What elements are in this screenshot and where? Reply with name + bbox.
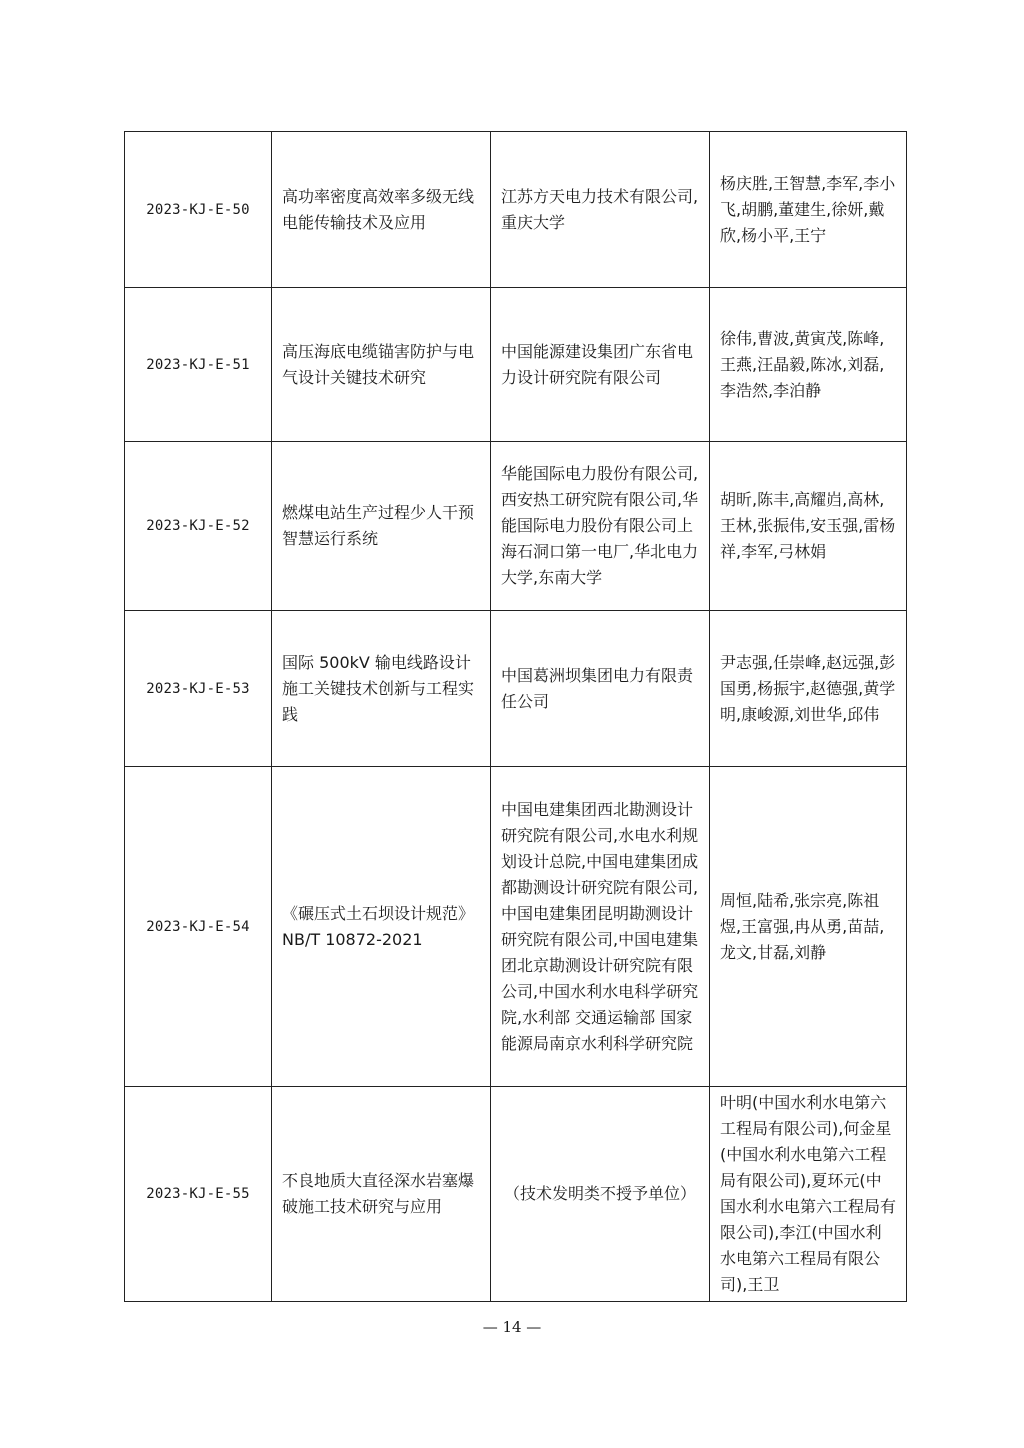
- completing-people: 叶明(中国水利水电第六工程局有限公司),何金星(中国水利水电第六工程局有限公司),夏环元(中国水利水电第六工程局有限公司),李江(中国水利水电第六工程局有限公司),王卫: [710, 1087, 907, 1302]
- project-name: 高压海底电缆锚害防护与电气设计关键技术研究: [272, 288, 491, 442]
- completing-people: 杨庆胜,王智慧,李军,李小飞,胡鹏,董建生,徐妍,戴欣,杨小平,王宁: [710, 132, 907, 288]
- completing-units: （技术发明类不授予单位）: [491, 1087, 710, 1302]
- table-row: [125, 132, 907, 288]
- page-number: — 14 —: [482, 1318, 542, 1336]
- completing-units: 中国葛洲坝集团电力有限责任公司: [491, 611, 710, 767]
- table-row: [125, 767, 907, 1087]
- completing-units: 中国电建集团西北勘测设计研究院有限公司,水电水利规划设计总院,中国电建集团成都勘测设计研究院有限公司,中国电建集团昆明勘测设计研究院有限公司,中国电建集团北京勘测设计研究院有限公司,中国水利水电科学研究院,水利部 交通运输部 国家能源局南京水利科学研究院: [491, 767, 710, 1087]
- project-name: 《碾压式土石坝设计规范》NB/T 10872-2021: [272, 767, 491, 1087]
- project-name: 高功率密度高效率多级无线电能传输技术及应用: [272, 132, 491, 288]
- table-row: [125, 442, 907, 611]
- completing-units: 中国能源建设集团广东省电力设计研究院有限公司: [491, 288, 710, 442]
- completing-people: 胡昕,陈丰,高耀岿,高林,王林,张振伟,安玉强,雷杨祥,李军,弓林娟: [710, 442, 907, 611]
- project-id: 2023-KJ-E-53: [125, 611, 272, 767]
- completing-people: 尹志强,任崇峰,赵远强,彭国勇,杨振宇,赵德强,黄学明,康峻源,刘世华,邱伟: [710, 611, 907, 767]
- awards-table: [124, 131, 907, 1302]
- table-row: [125, 288, 907, 442]
- completing-people: 周恒,陆希,张宗亮,陈祖煜,王富强,冉从勇,苗喆,龙文,甘磊,刘静: [710, 767, 907, 1087]
- project-name: 不良地质大直径深水岩塞爆破施工技术研究与应用: [272, 1087, 491, 1302]
- project-id: 2023-KJ-E-50: [125, 132, 272, 288]
- project-name: 国际 500kV 输电线路设计施工关键技术创新与工程实践: [272, 611, 491, 767]
- completing-units: 江苏方天电力技术有限公司,重庆大学: [491, 132, 710, 288]
- completing-units: 华能国际电力股份有限公司,西安热工研究院有限公司,华能国际电力股份有限公司上海石洞口第一电厂,华北电力大学,东南大学: [491, 442, 710, 611]
- completing-people: 徐伟,曹波,黄寅茂,陈峰,王燕,汪晶毅,陈冰,刘磊,李浩然,李泊静: [710, 288, 907, 442]
- table-row: [125, 1087, 907, 1302]
- project-id: 2023-KJ-E-54: [125, 767, 272, 1087]
- project-name: 燃煤电站生产过程少人干预智慧运行系统: [272, 442, 491, 611]
- project-id: 2023-KJ-E-52: [125, 442, 272, 611]
- project-id: 2023-KJ-E-55: [125, 1087, 272, 1302]
- table-row: [125, 611, 907, 767]
- project-id: 2023-KJ-E-51: [125, 288, 272, 442]
